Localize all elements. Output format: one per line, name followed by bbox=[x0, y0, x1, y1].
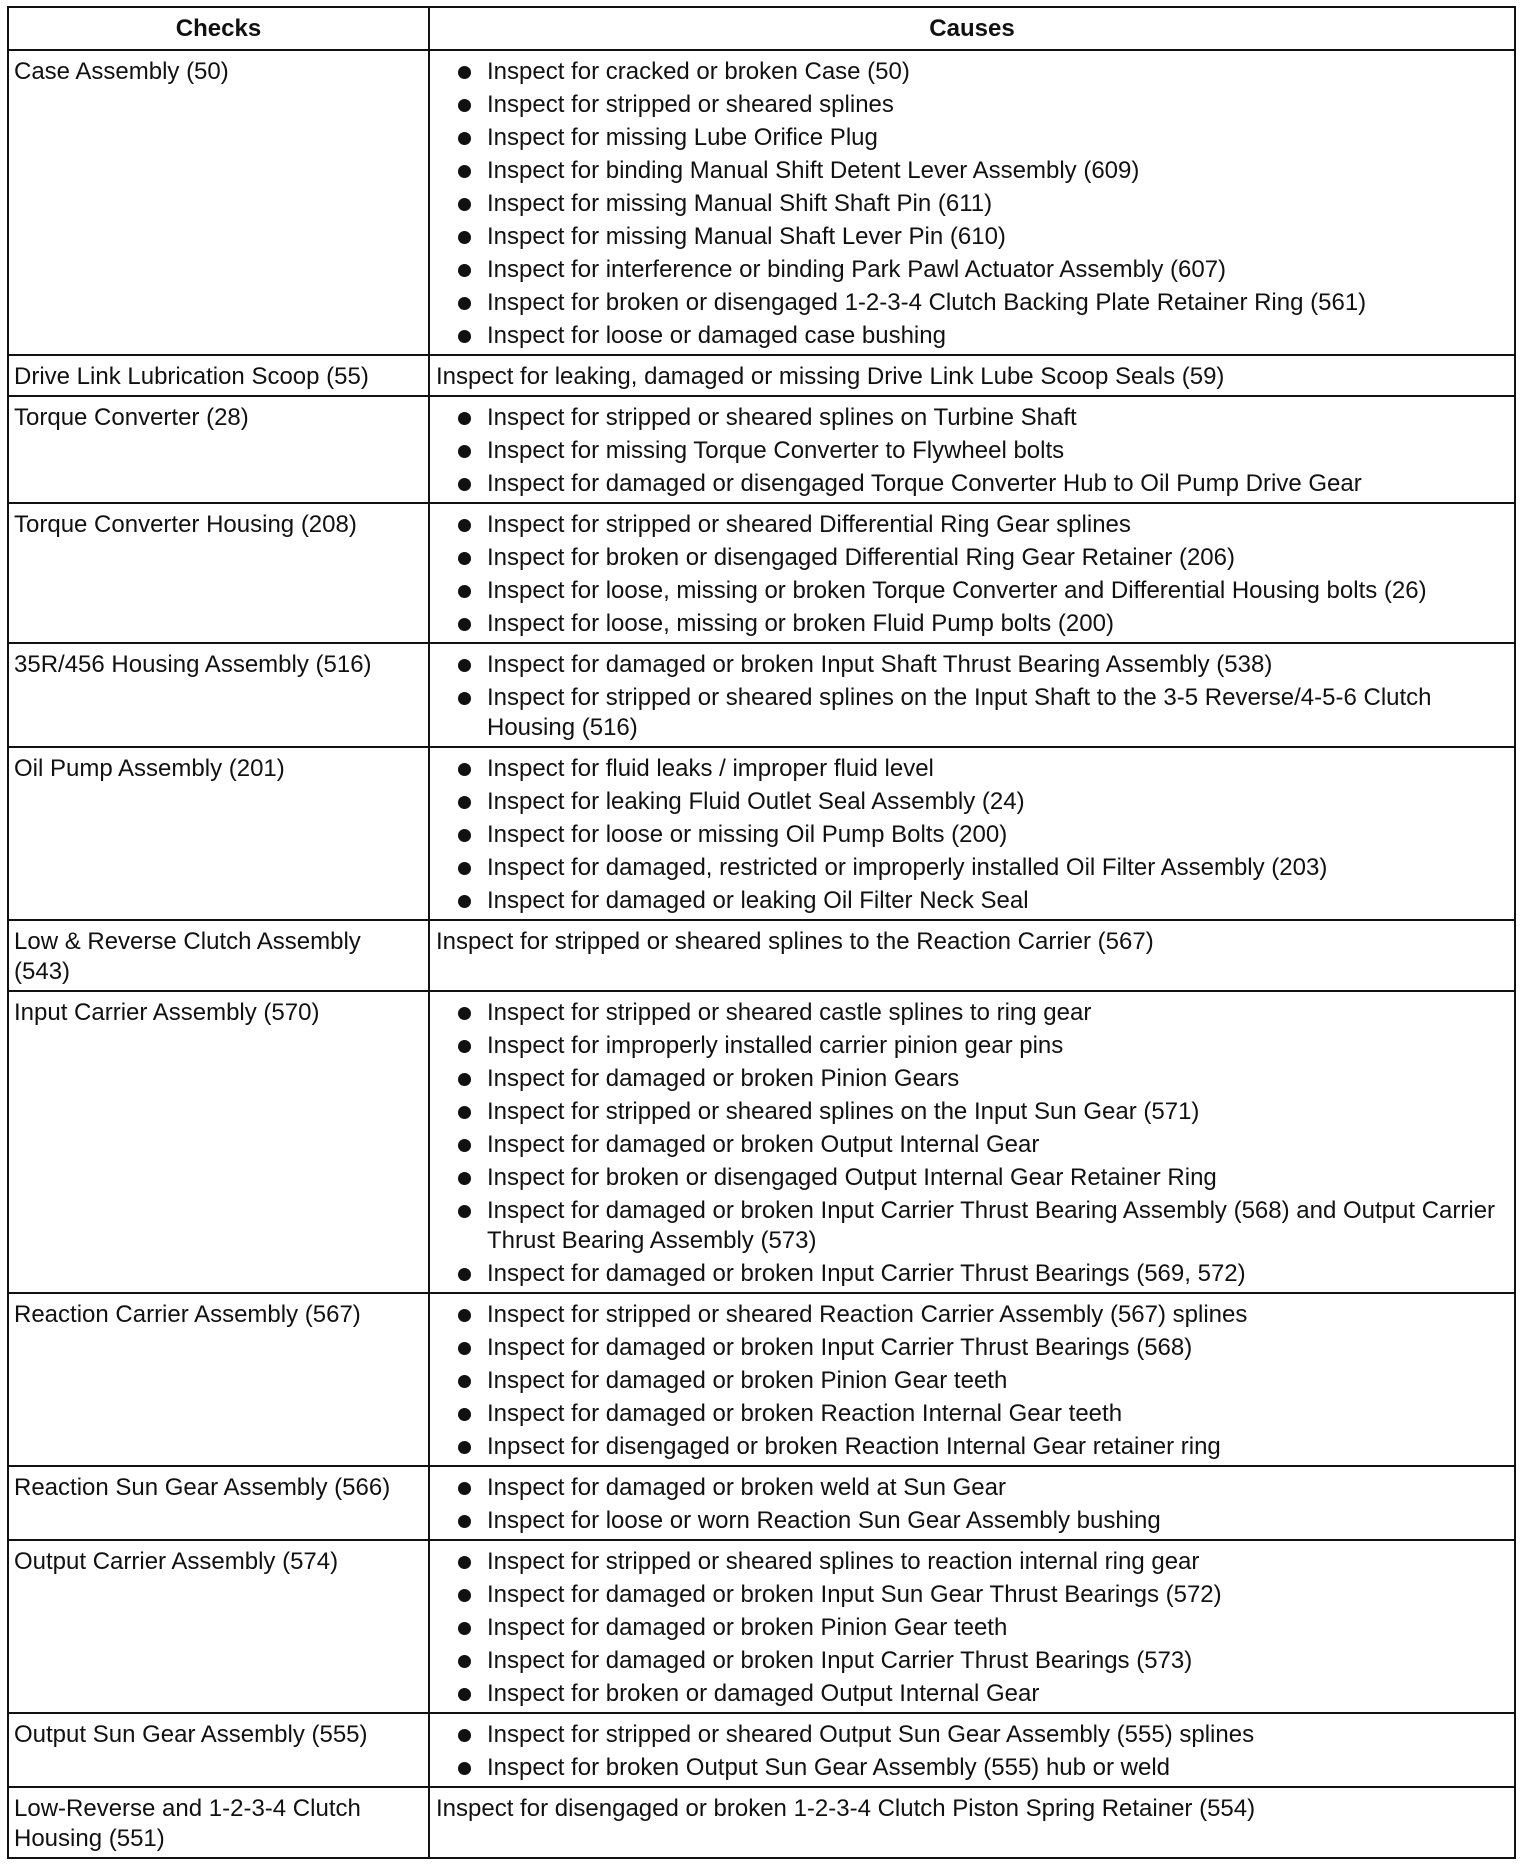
cause-text: Inspect for loose, missing or broken Fluid Pump bolts (200) bbox=[487, 610, 1114, 637]
cause-list-item bbox=[436, 288, 1508, 318]
bullet-icon bbox=[458, 692, 471, 705]
causes-cell bbox=[429, 991, 1515, 1293]
cause-list-item bbox=[436, 510, 1508, 540]
bullet-icon bbox=[458, 659, 471, 672]
bullet-icon bbox=[458, 1729, 471, 1742]
cause-list-item bbox=[436, 90, 1508, 120]
cause-list-item bbox=[436, 469, 1508, 499]
check-cell: Drive Link Lubrication Scoop (55) bbox=[8, 355, 429, 396]
table-row bbox=[8, 1466, 1515, 1540]
bullet-icon bbox=[458, 445, 471, 458]
bullet-icon bbox=[458, 132, 471, 145]
cause-text: Inspect for disengaged or broken 1-2-3-4 Clutch Piston Spring Retainer (554) bbox=[436, 1795, 1256, 1822]
bullet-icon bbox=[458, 1762, 471, 1775]
cause-list-item bbox=[436, 156, 1508, 186]
cause-list-item bbox=[436, 1097, 1508, 1127]
causes-cell bbox=[429, 1466, 1515, 1540]
bullet-icon bbox=[458, 1688, 471, 1701]
cause-text: Inspect for damaged or broken Input Carrier Thrust Bearings (573) bbox=[487, 1647, 1193, 1674]
table-row bbox=[8, 920, 1515, 991]
bullet-icon bbox=[458, 796, 471, 809]
check-cell: Case Assembly (50) bbox=[8, 50, 429, 355]
table-row bbox=[8, 355, 1515, 396]
bullet-icon bbox=[458, 519, 471, 532]
causes-cell bbox=[429, 355, 1515, 396]
cause-text: Inspect for damaged, restricted or improperly installed Oil Filter Assembly (203) bbox=[487, 854, 1328, 881]
table-row bbox=[8, 50, 1515, 355]
cause-list-item bbox=[436, 853, 1508, 883]
bullet-icon bbox=[458, 1622, 471, 1635]
table-row bbox=[8, 643, 1515, 747]
check-cell: Input Carrier Assembly (570) bbox=[8, 991, 429, 1293]
causes-list bbox=[436, 754, 1508, 916]
bullet-icon bbox=[458, 99, 471, 112]
cause-list-item bbox=[436, 886, 1508, 916]
cause-list-item bbox=[436, 1720, 1508, 1750]
cause-text: Inspect for damaged or broken Input Carrier Thrust Bearing Assembly (568) and Output Carrier Thrust Bearing Assembly (573) bbox=[487, 1197, 1496, 1254]
cause-text: Inspect for damaged or broken Reaction Internal Gear teeth bbox=[487, 1400, 1123, 1427]
check-cell: Low-Reverse and 1-2-3-4 Clutch Housing (551) bbox=[8, 1787, 429, 1858]
cause-text: Inpsect for disengaged or broken Reaction Internal Gear retainer ring bbox=[487, 1433, 1221, 1460]
cause-text: Inspect for loose or worn Reaction Sun Gear Assembly bushing bbox=[487, 1507, 1161, 1534]
check-cell: Oil Pump Assembly (201) bbox=[8, 747, 429, 920]
causes-list bbox=[436, 1300, 1508, 1462]
cause-list-item bbox=[436, 998, 1508, 1028]
causes-cell bbox=[429, 1540, 1515, 1713]
cause-text: Inspect for missing Lube Orifice Plug bbox=[487, 124, 878, 151]
table-row bbox=[8, 747, 1515, 920]
cause-list-item bbox=[436, 1196, 1508, 1256]
check-cell: Reaction Sun Gear Assembly (566) bbox=[8, 1466, 429, 1540]
bullet-icon bbox=[458, 165, 471, 178]
causes-list bbox=[436, 998, 1508, 1289]
bullet-icon bbox=[458, 1073, 471, 1086]
cause-text: Inspect for stripped or sheared splines on the Input Sun Gear (571) bbox=[487, 1098, 1200, 1125]
causes-list bbox=[436, 403, 1508, 499]
bullet-icon bbox=[458, 862, 471, 875]
bullet-icon bbox=[458, 1655, 471, 1668]
cause-list-item bbox=[436, 1613, 1508, 1643]
cause-list-item bbox=[436, 1580, 1508, 1610]
bullet-icon bbox=[458, 66, 471, 79]
cause-text: Inspect for stripped or sheared splines on Turbine Shaft bbox=[487, 404, 1077, 431]
causes-list bbox=[436, 57, 1508, 351]
cause-text: Inspect for damaged or broken Input Sun Gear Thrust Bearings (572) bbox=[487, 1581, 1222, 1608]
cause-list-item bbox=[436, 321, 1508, 351]
checks-causes-table bbox=[7, 6, 1516, 1859]
cause-text: Inspect for damaged or broken Pinion Gears bbox=[487, 1065, 960, 1092]
causes-list bbox=[436, 650, 1508, 743]
check-cell: Low & Reverse Clutch Assembly (543) bbox=[8, 920, 429, 991]
bullet-icon bbox=[458, 763, 471, 776]
causes-cell bbox=[429, 50, 1515, 355]
cause-text: Inspect for damaged or broken Input Shaft Thrust Bearing Assembly (538) bbox=[487, 651, 1273, 678]
cause-text: Inspect for stripped or sheared splines to reaction internal ring gear bbox=[487, 1548, 1200, 1575]
cause-text: Inspect for damaged or broken Pinion Gear teeth bbox=[487, 1367, 1008, 1394]
cause-text: Inspect for loose or missing Oil Pump Bolts (200) bbox=[487, 821, 1008, 848]
bullet-icon bbox=[458, 264, 471, 277]
cause-list-item bbox=[436, 576, 1508, 606]
causes-cell bbox=[429, 503, 1515, 643]
bullet-icon bbox=[458, 1106, 471, 1119]
bullet-icon bbox=[458, 1556, 471, 1569]
cause-text: Inspect for stripped or sheared splines on the Input Shaft to the 3-5 Reverse/4-5-6 Clutch Housing (516) bbox=[487, 684, 1432, 741]
causes-cell bbox=[429, 920, 1515, 991]
causes-cell bbox=[429, 1293, 1515, 1466]
cause-list-item bbox=[436, 754, 1508, 784]
cause-list-item bbox=[436, 1399, 1508, 1429]
bullet-icon bbox=[458, 618, 471, 631]
cause-text: Inspect for broken Output Sun Gear Assembly (555) hub or weld bbox=[487, 1754, 1171, 1781]
cause-list-item bbox=[436, 222, 1508, 252]
cause-text: Inspect for damaged or leaking Oil Filter Neck Seal bbox=[487, 887, 1029, 914]
cause-text: Inspect for damaged or broken Output Internal Gear bbox=[487, 1131, 1040, 1158]
cause-list-item bbox=[436, 1646, 1508, 1676]
bullet-icon bbox=[458, 478, 471, 491]
cause-list-item bbox=[436, 57, 1508, 87]
cause-text: Inspect for loose or damaged case bushing bbox=[487, 322, 946, 349]
cause-text: Inspect for broken or disengaged Differential Ring Gear Retainer (206) bbox=[487, 544, 1235, 571]
bullet-icon bbox=[458, 1441, 471, 1454]
bullet-icon bbox=[458, 1205, 471, 1218]
cause-list-item bbox=[436, 543, 1508, 573]
cause-text: Inspect for missing Torque Converter to Flywheel bolts bbox=[487, 437, 1065, 464]
causes-cell bbox=[429, 643, 1515, 747]
bullet-icon bbox=[458, 1268, 471, 1281]
causes-list bbox=[436, 510, 1508, 639]
bullet-icon bbox=[458, 829, 471, 842]
bullet-icon bbox=[458, 231, 471, 244]
bullet-icon bbox=[458, 1040, 471, 1053]
check-cell: Torque Converter (28) bbox=[8, 396, 429, 503]
cause-list-item bbox=[436, 189, 1508, 219]
cause-list-item bbox=[436, 683, 1508, 743]
cause-text: Inspect for interference or binding Park Pawl Actuator Assembly (607) bbox=[487, 256, 1227, 283]
cause-list-item bbox=[436, 1064, 1508, 1094]
causes-cell bbox=[429, 1787, 1515, 1858]
causes-cell bbox=[429, 1713, 1515, 1787]
cause-text: Inspect for broken or disengaged 1-2-3-4 Clutch Backing Plate Retainer Ring (561) bbox=[487, 289, 1367, 316]
cause-text: Inspect for binding Manual Shift Detent Lever Assembly (609) bbox=[487, 157, 1140, 184]
cause-text: Inspect for fluid leaks / improper fluid level bbox=[487, 755, 934, 782]
cause-list-item bbox=[436, 1679, 1508, 1709]
bullet-icon bbox=[458, 1172, 471, 1185]
cause-list-item bbox=[436, 436, 1508, 466]
cause-list-item bbox=[436, 1473, 1508, 1503]
cause-text: Inspect for stripped or sheared Output Sun Gear Assembly (555) splines bbox=[487, 1721, 1255, 1748]
cause-list-item bbox=[436, 1163, 1508, 1193]
cause-list-item bbox=[436, 1547, 1508, 1577]
bullet-icon bbox=[458, 1589, 471, 1602]
bullet-icon bbox=[458, 1375, 471, 1388]
cause-text: Inspect for stripped or sheared Reaction Carrier Assembly (567) splines bbox=[487, 1301, 1248, 1328]
cause-list-item bbox=[436, 1031, 1508, 1061]
cause-text: Inspect for stripped or sheared Differential Ring Gear splines bbox=[487, 511, 1131, 538]
cause-list-item bbox=[436, 1432, 1508, 1462]
bullet-icon bbox=[458, 552, 471, 565]
cause-list-item bbox=[436, 403, 1508, 433]
bullet-icon bbox=[458, 1408, 471, 1421]
check-cell: Torque Converter Housing (208) bbox=[8, 503, 429, 643]
cause-text: Inspect for loose, missing or broken Torque Converter and Differential Housing bolts (26) bbox=[487, 577, 1427, 604]
cause-list-item bbox=[436, 1130, 1508, 1160]
cause-text: Inspect for damaged or disengaged Torque Converter Hub to Oil Pump Drive Gear bbox=[487, 470, 1362, 497]
cause-text: Inspect for damaged or broken Input Carrier Thrust Bearings (568) bbox=[487, 1334, 1193, 1361]
table-row bbox=[8, 1787, 1515, 1858]
bullet-icon bbox=[458, 1482, 471, 1495]
bullet-icon bbox=[458, 1139, 471, 1152]
cause-text: Inspect for cracked or broken Case (50) bbox=[487, 58, 910, 85]
table-row bbox=[8, 503, 1515, 643]
cause-list-item bbox=[436, 1333, 1508, 1363]
causes-cell bbox=[429, 747, 1515, 920]
check-cell: 35R/456 Housing Assembly (516) bbox=[8, 643, 429, 747]
cause-text: Inspect for missing Manual Shaft Lever Pin (610) bbox=[487, 223, 1006, 250]
check-cell: Output Carrier Assembly (574) bbox=[8, 1540, 429, 1713]
bullet-icon bbox=[458, 895, 471, 908]
check-cell: Reaction Carrier Assembly (567) bbox=[8, 1293, 429, 1466]
causes-cell bbox=[429, 396, 1515, 503]
bullet-icon bbox=[458, 1007, 471, 1020]
table-row bbox=[8, 396, 1515, 503]
cause-list-item bbox=[436, 787, 1508, 817]
check-cell: Output Sun Gear Assembly (555) bbox=[8, 1713, 429, 1787]
cause-text: Inspect for leaking, damaged or missing Drive Link Lube Scoop Seals (59) bbox=[436, 363, 1225, 390]
cause-text: Inspect for stripped or sheared splines to the Reaction Carrier (567) bbox=[436, 928, 1154, 955]
checks-column-header: Checks bbox=[8, 7, 429, 50]
cause-text: Inspect for broken or damaged Output Internal Gear bbox=[487, 1680, 1040, 1707]
bullet-icon bbox=[458, 330, 471, 343]
table-row bbox=[8, 1293, 1515, 1466]
cause-text: Inspect for stripped or sheared splines bbox=[487, 91, 894, 118]
cause-text: Inspect for leaking Fluid Outlet Seal Assembly (24) bbox=[487, 788, 1025, 815]
header-row bbox=[8, 7, 1515, 50]
bullet-icon bbox=[458, 412, 471, 425]
cause-list-item bbox=[436, 1506, 1508, 1536]
bullet-icon bbox=[458, 1309, 471, 1322]
table-row bbox=[8, 1540, 1515, 1713]
cause-text: Inspect for missing Manual Shift Shaft Pin (611) bbox=[487, 190, 993, 217]
cause-list-item bbox=[436, 1366, 1508, 1396]
causes-list bbox=[436, 1547, 1508, 1709]
cause-text: Inspect for damaged or broken Pinion Gear teeth bbox=[487, 1614, 1008, 1641]
cause-list-item bbox=[436, 650, 1508, 680]
cause-list-item bbox=[436, 609, 1508, 639]
table-body bbox=[8, 50, 1515, 1858]
causes-list bbox=[436, 1473, 1508, 1536]
causes-column-header: Causes bbox=[429, 7, 1515, 50]
table-row bbox=[8, 1713, 1515, 1787]
cause-list-item bbox=[436, 1300, 1508, 1330]
cause-text: Inspect for damaged or broken Input Carrier Thrust Bearings (569, 572) bbox=[487, 1260, 1246, 1287]
bullet-icon bbox=[458, 585, 471, 598]
bullet-icon bbox=[458, 1342, 471, 1355]
cause-text: Inspect for stripped or sheared castle splines to ring gear bbox=[487, 999, 1092, 1026]
cause-list-item bbox=[436, 1753, 1508, 1783]
cause-list-item bbox=[436, 820, 1508, 850]
bullet-icon bbox=[458, 297, 471, 310]
causes-list bbox=[436, 1720, 1508, 1783]
bullet-icon bbox=[458, 198, 471, 211]
cause-list-item bbox=[436, 123, 1508, 153]
cause-list-item bbox=[436, 1259, 1508, 1289]
cause-text: Inspect for damaged or broken weld at Sun Gear bbox=[487, 1474, 1006, 1501]
cause-text: Inspect for broken or disengaged Output Internal Gear Retainer Ring bbox=[487, 1164, 1217, 1191]
bullet-icon bbox=[458, 1515, 471, 1528]
cause-text: Inspect for improperly installed carrier pinion gear pins bbox=[487, 1032, 1064, 1059]
cause-list-item bbox=[436, 255, 1508, 285]
table-row bbox=[8, 991, 1515, 1293]
